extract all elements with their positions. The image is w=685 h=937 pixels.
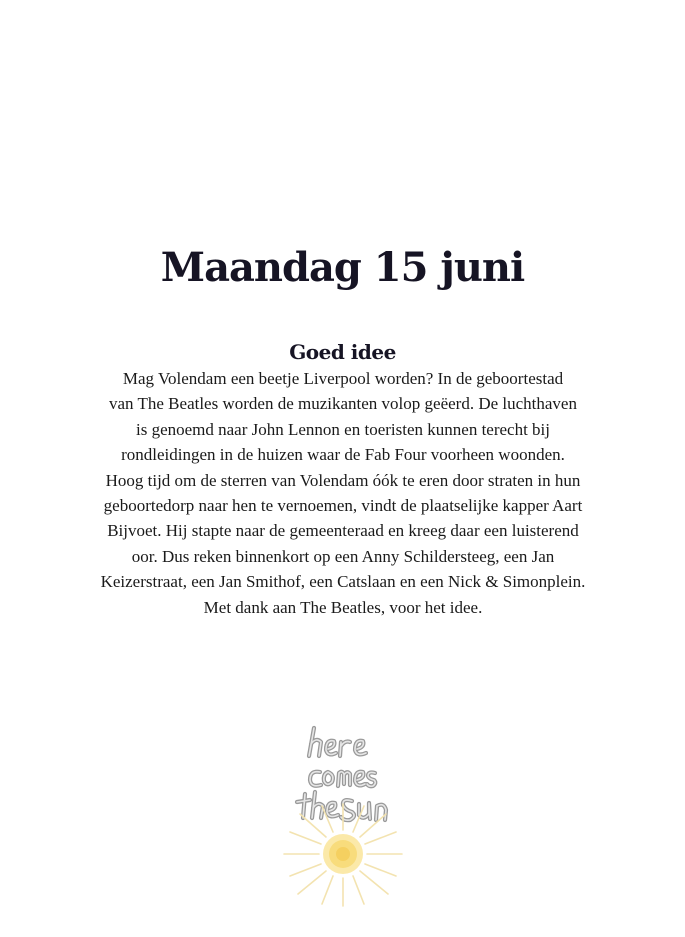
article-line: Bijvoet. Hij stapte naar de gemeenteraad en kreeg daar een luisterend bbox=[107, 521, 579, 541]
article-line: Mag Volendam een beetje Liverpool worden? In de geboortestad bbox=[122, 369, 564, 388]
article-body bbox=[78, 366, 608, 620]
article-line: oor. Dus reken binnenkort op een Anny Schildersteeg, een Jan bbox=[131, 546, 555, 566]
article-line: Hoog tijd om de sterren van Volendam óók te eren door straten in hun bbox=[105, 470, 581, 490]
sun-icon bbox=[278, 722, 412, 912]
article-line: rondleidingen in de huizen waar de Fab Four voorheen woonden. bbox=[121, 445, 565, 465]
article-line: van The Beatles worden de muzikanten volop geëerd. De luchthaven bbox=[109, 394, 577, 414]
article-line: Met dank aan The Beatles, voor het idee. bbox=[203, 597, 483, 617]
here-comes-the-sun-illustration bbox=[278, 722, 412, 912]
article-line: geboortedorp naar hen te vernoemen, vindt de plaatselijke kapper Aart bbox=[103, 496, 583, 516]
article-heading: Goed idee bbox=[289, 339, 396, 364]
article-line: is genoemd naar John Lennon en toeristen kunnen terecht bij bbox=[135, 419, 551, 439]
page-title: Maandag 15 juni bbox=[160, 243, 525, 291]
article-line: Keizerstraat, een Jan Smithof, een Catslaan en een Nick & Simonplein. bbox=[100, 572, 586, 592]
